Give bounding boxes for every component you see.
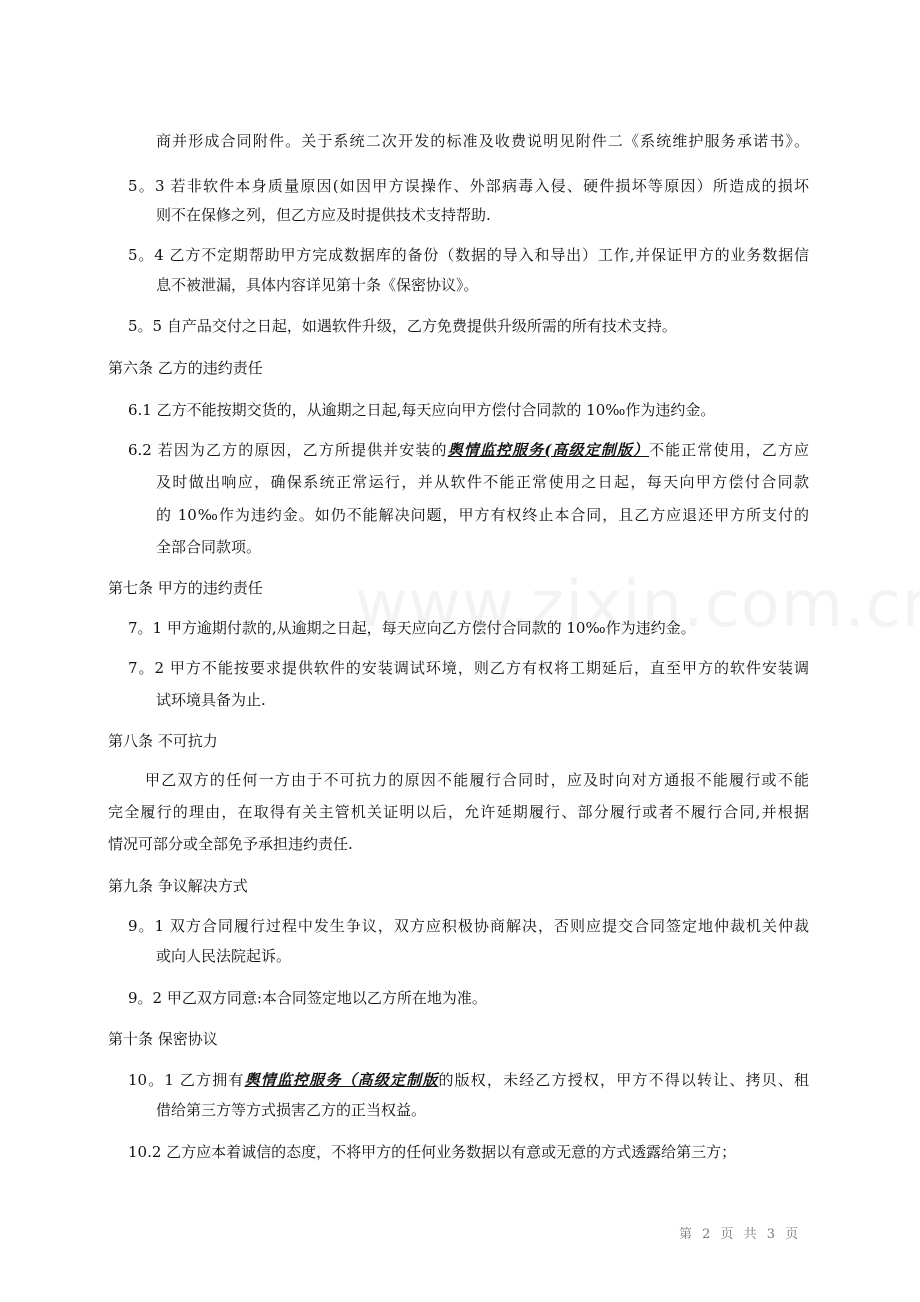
article-8-heading: 第八条 不可抗力 (108, 732, 218, 750)
article-10-heading: 第十条 保密协议 (108, 1030, 218, 1048)
clause-9-1-continued: 或向人民法院起诉。 (156, 947, 292, 965)
clause-9-1: 9。1 双方合同履行过程中发生争议，双方应积极协商解决，否则应提交合同签定地仲裁机关仲裁 (128, 917, 809, 935)
clause-6-2-line-3: 的 10‰作为违约金。如仍不能解决问题，甲方有权终止本合同，且乙方应退还甲方所支付的 (156, 506, 809, 524)
clause-10-1 (128, 1070, 809, 1090)
clause-5-4: 5。4 乙方不定期帮助甲方完成数据库的备份（数据的导入和导出）工作,并保证甲方的业务数据信 (128, 246, 809, 264)
clause-6-2-text: 6.2 若因为乙方的原因，乙方所提供并安装的 (128, 441, 448, 459)
clause-10-1-continued: 借给第三方等方式损害乙方的正当权益。 (156, 1101, 427, 1119)
article-8-body-line-3: 情况可部分或全部免予承担违约责任. (108, 835, 353, 853)
product-name-emphasis-2: 舆情监控服务（高级定制版 (244, 1071, 439, 1089)
clause-7-1: 7。1 甲方逾期付款的,从逾期之日起，每天应向乙方偿付合同款的 10‰作为违约金。 (128, 619, 696, 637)
article-9-heading: 第九条 争议解决方式 (108, 877, 248, 895)
clause-6-2-line-4: 全部合同款项。 (156, 538, 262, 556)
article-6-heading: 第六条 乙方的违约责任 (108, 359, 263, 377)
clause-10-2: 10.2 乙方应本着诚信的态度，不将甲方的任何业务数据以有意或无意的方式透露给第三方； (128, 1143, 737, 1161)
product-name-emphasis: 舆情监控服务(高级定制版） (447, 441, 650, 459)
clause-5-2-continued: 商并形成合同附件。关于系统二次开发的标准及收费说明见附件二《系统维护服务承诺书》。 (156, 132, 809, 150)
clause-5-3-continued: 则不在保修之列，但乙方应及时提供技术支持帮助. (156, 206, 491, 224)
clause-9-2: 9。2 甲乙双方同意:本合同签定地以乙方所在地为准。 (128, 989, 487, 1007)
clause-7-2-continued: 试环境具备为止. (156, 691, 266, 709)
article-8-body-line-2: 完全履行的理由，在取得有关主管机关证明以后，允许延期履行、部分履行或者不履行合同,并根据 (108, 803, 809, 821)
page-footer: 第 2 页 共 3 页 (679, 1227, 802, 1242)
clause-5-4-continued: 息不被泄漏，具体内容详见第十条《保密协议》。 (156, 276, 479, 294)
clause-6-2-line-2: 及时做出响应，确保系统正常运行，并从软件不能正常使用之日起，每天向甲方偿付合同款 (156, 473, 809, 491)
clause-6-2 (128, 440, 809, 460)
clause-7-2: 7。2 甲方不能按要求提供软件的安装调试环境，则乙方有权将工期延后，直至甲方的软件安装调 (128, 659, 809, 677)
clause-10-1-text-end: 的版权，未经乙方授权，甲方不得以转让、拷贝、租 (438, 1071, 809, 1089)
clause-5-5: 5。5 自产品交付之日起，如遇软件升级，乙方免费提供升级所需的所有技术支持。 (128, 317, 677, 335)
clause-6-1: 6.1 乙方不能按期交货的，从逾期之日起,每天应向甲方偿付合同款的 10‰作为违约金。 (128, 401, 716, 419)
clause-6-2-text-end: 不能正常使用，乙方应 (649, 441, 809, 459)
clause-5-3: 5。3 若非软件本身质量原因(如因甲方误操作、外部病毒入侵、硬件损坏等原因）所造成的损坏 (128, 177, 809, 195)
article-8-body-line-1: 甲乙双方的任何一方由于不可抗力的原因不能履行合同时，应及时向对方通报不能履行或不能 (145, 771, 809, 789)
article-7-heading: 第七条 甲方的违约责任 (108, 579, 263, 597)
clause-10-1-text: 10。1 乙方拥有 (128, 1071, 245, 1089)
